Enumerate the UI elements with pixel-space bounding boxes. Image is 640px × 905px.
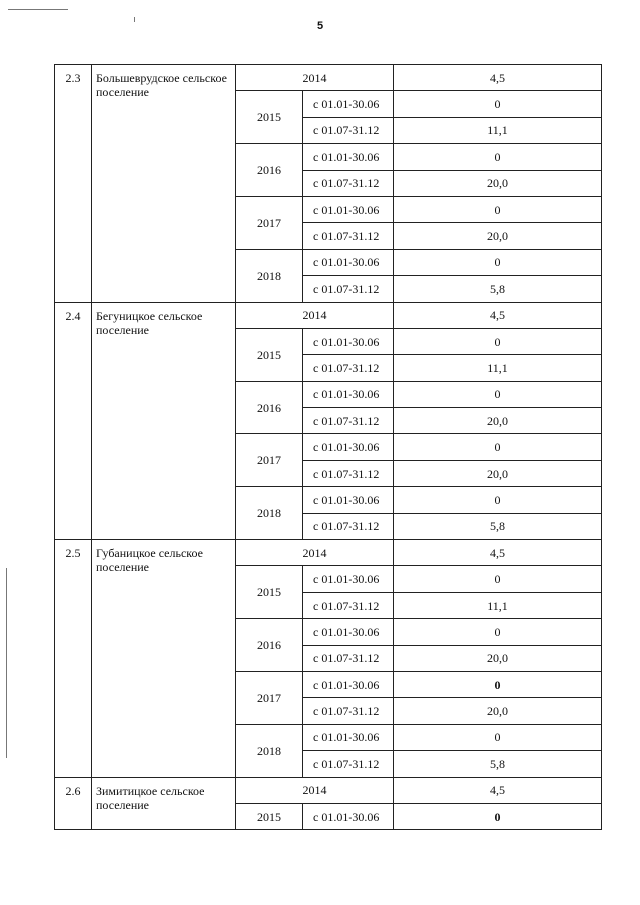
- period-cell: с 01.07-31.12: [303, 408, 394, 434]
- period-cell: с 01.01-30.06: [303, 196, 394, 222]
- year-cell: 2015: [236, 328, 303, 381]
- section-number: 2.5: [55, 540, 92, 778]
- period-cell: с 01.01-30.06: [303, 619, 394, 645]
- period-cell: с 01.01-30.06: [303, 91, 394, 117]
- section-number: 2.4: [55, 302, 92, 540]
- year-cell: 2016: [236, 381, 303, 434]
- value-cell: 11,1: [394, 355, 602, 381]
- value-cell: 5,8: [394, 751, 602, 777]
- value-cell: 0: [394, 91, 602, 117]
- value-cell: 20,0: [394, 645, 602, 671]
- value-cell: 0: [394, 328, 602, 354]
- period-cell: с 01.01-30.06: [303, 144, 394, 170]
- value-cell: 0: [394, 724, 602, 750]
- year-cell: 2018: [236, 487, 303, 540]
- table-row: [55, 777, 602, 803]
- period-cell: с 01.01-30.06: [303, 671, 394, 697]
- scan-artifact: [8, 9, 68, 10]
- period-cell: с 01.07-31.12: [303, 645, 394, 671]
- value-cell: 20,0: [394, 460, 602, 486]
- tariff-table: [54, 64, 602, 830]
- value-cell: 0: [394, 566, 602, 592]
- value-cell: 20,0: [394, 223, 602, 249]
- period-cell: с 01.01-30.06: [303, 249, 394, 275]
- period-cell: с 01.01-30.06: [303, 381, 394, 407]
- period-cell: с 01.07-31.12: [303, 460, 394, 486]
- base-value: 4,5: [394, 302, 602, 328]
- settlement-name: Бегуницкое сельское поселение: [92, 302, 236, 540]
- period-cell: с 01.07-31.12: [303, 751, 394, 777]
- value-cell: 11,1: [394, 592, 602, 618]
- value-cell: 0: [394, 487, 602, 513]
- value-cell: 20,0: [394, 408, 602, 434]
- value-cell: 0: [394, 196, 602, 222]
- period-cell: с 01.01-30.06: [303, 487, 394, 513]
- settlement-name: Большеврудское сельское поселение: [92, 65, 236, 303]
- period-cell: с 01.07-31.12: [303, 223, 394, 249]
- period-cell: с 01.07-31.12: [303, 513, 394, 539]
- period-cell: с 01.01-30.06: [303, 724, 394, 750]
- year-cell: 2016: [236, 619, 303, 672]
- period-cell: с 01.07-31.12: [303, 698, 394, 724]
- period-cell: с 01.07-31.12: [303, 276, 394, 302]
- value-cell: 0: [394, 803, 602, 829]
- base-year: 2014: [236, 777, 394, 803]
- base-value: 4,5: [394, 777, 602, 803]
- year-cell: 2015: [236, 803, 303, 829]
- year-cell: 2017: [236, 671, 303, 724]
- value-cell: 0: [394, 144, 602, 170]
- settlement-name: Губаницкое сельское поселение: [92, 540, 236, 778]
- base-value: 4,5: [394, 540, 602, 566]
- period-cell: с 01.07-31.12: [303, 117, 394, 143]
- value-cell: 0: [394, 434, 602, 460]
- period-cell: с 01.01-30.06: [303, 328, 394, 354]
- period-cell: с 01.07-31.12: [303, 170, 394, 196]
- scan-artifact: [6, 568, 7, 758]
- year-cell: 2018: [236, 249, 303, 302]
- year-cell: 2016: [236, 144, 303, 197]
- table-row: [55, 540, 602, 566]
- table-row: [55, 65, 602, 91]
- section-number: 2.6: [55, 777, 92, 830]
- year-cell: 2015: [236, 566, 303, 619]
- table-row: [55, 302, 602, 328]
- value-cell: 11,1: [394, 117, 602, 143]
- value-cell: 20,0: [394, 170, 602, 196]
- base-year: 2014: [236, 540, 394, 566]
- base-year: 2014: [236, 65, 394, 91]
- year-cell: 2017: [236, 196, 303, 249]
- year-cell: 2018: [236, 724, 303, 777]
- period-cell: с 01.07-31.12: [303, 592, 394, 618]
- period-cell: с 01.07-31.12: [303, 355, 394, 381]
- base-value: 4,5: [394, 65, 602, 91]
- value-cell: 20,0: [394, 698, 602, 724]
- value-cell: 0: [394, 619, 602, 645]
- settlement-name: Зимитицкое сельское поселение: [92, 777, 236, 830]
- period-cell: с 01.01-30.06: [303, 434, 394, 460]
- page-number: 5: [316, 20, 324, 32]
- period-cell: с 01.01-30.06: [303, 566, 394, 592]
- year-cell: 2015: [236, 91, 303, 144]
- value-cell: 0: [394, 671, 602, 697]
- value-cell: 0: [394, 249, 602, 275]
- value-cell: 0: [394, 381, 602, 407]
- base-year: 2014: [236, 302, 394, 328]
- scan-artifact: [134, 17, 135, 22]
- period-cell: с 01.01-30.06: [303, 803, 394, 829]
- section-number: 2.3: [55, 65, 92, 303]
- value-cell: 5,8: [394, 276, 602, 302]
- value-cell: 5,8: [394, 513, 602, 539]
- year-cell: 2017: [236, 434, 303, 487]
